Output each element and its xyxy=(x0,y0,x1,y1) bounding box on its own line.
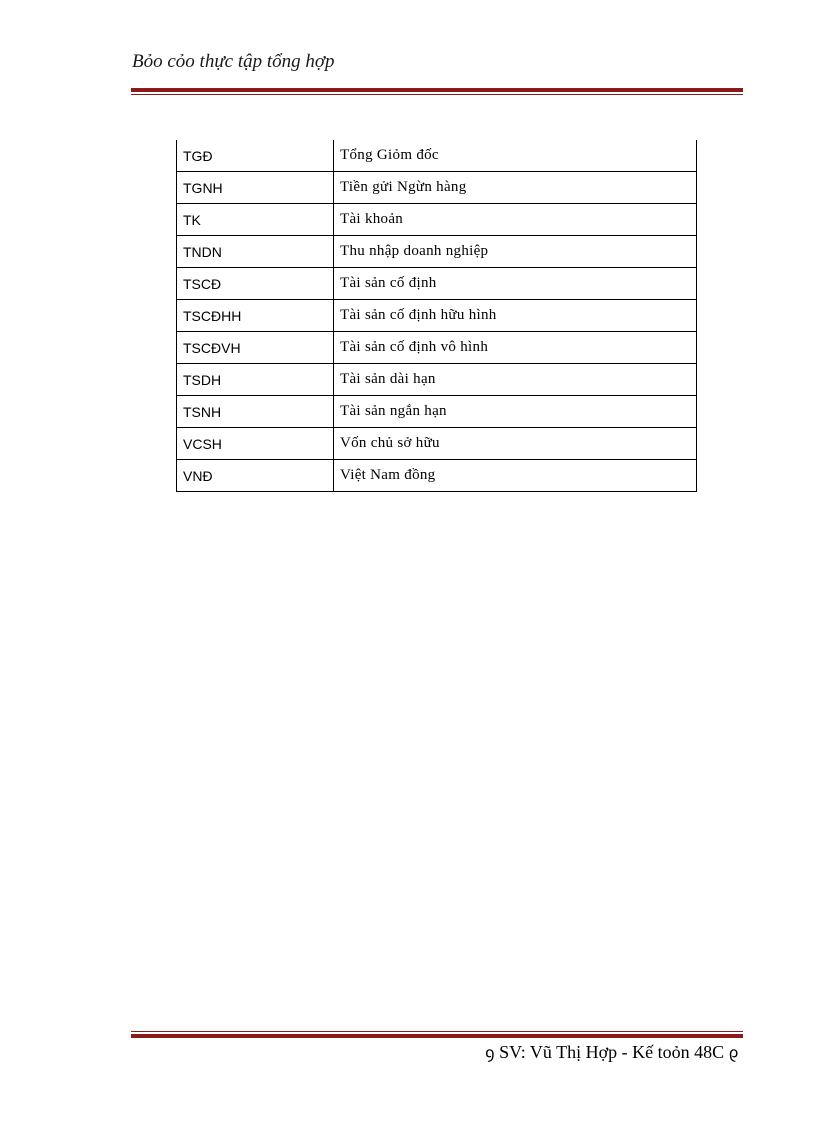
ornament-left-icon: ꝯ xyxy=(485,1045,495,1062)
abbr-description: Tài sản dài hạn xyxy=(334,364,697,396)
abbr-code: TSCĐ xyxy=(177,268,334,300)
table-row xyxy=(177,332,697,364)
footer-divider xyxy=(131,1031,743,1038)
abbreviation-table xyxy=(176,140,697,492)
table-row xyxy=(177,236,697,268)
abbr-description: Thu nhập doanh nghiệp xyxy=(334,236,697,268)
table-row xyxy=(177,460,697,492)
table-row xyxy=(177,428,697,460)
abbr-code: TK xyxy=(177,204,334,236)
table-row xyxy=(177,204,697,236)
abbr-code: TNDN xyxy=(177,236,334,268)
page-footer xyxy=(485,1041,738,1063)
header-divider xyxy=(131,88,743,95)
abbr-code: VNĐ xyxy=(177,460,334,492)
table-row xyxy=(177,172,697,204)
table-row xyxy=(177,268,697,300)
abbr-code: TSCĐVH xyxy=(177,332,334,364)
abbr-description: Tài sản cố định xyxy=(334,268,697,300)
table-row xyxy=(177,300,697,332)
table-row xyxy=(177,364,697,396)
abbr-code: TSCĐHH xyxy=(177,300,334,332)
abbr-code: TSDH xyxy=(177,364,334,396)
abbr-description: Việt Nam đồng xyxy=(334,460,697,492)
abbr-code: TSNH xyxy=(177,396,334,428)
abbr-description: Tiền gửi Ngừn hàng xyxy=(334,172,697,204)
abbr-code: TGĐ xyxy=(177,140,334,172)
abbr-code: TGNH xyxy=(177,172,334,204)
abbr-description: Tài sản ngắn hạn xyxy=(334,396,697,428)
abbr-description: Tài sản cố định hữu hình xyxy=(334,300,697,332)
abbr-description: Vốn chủ sở hữu xyxy=(334,428,697,460)
abbr-description: Tổng Giỏm đốc xyxy=(334,140,697,172)
ornament-right-icon: ꝯ xyxy=(728,1045,738,1062)
footer-text: SV: Vũ Thị Hợp - Kế toỏn 48C xyxy=(499,1042,725,1062)
abbr-code: VCSH xyxy=(177,428,334,460)
abbr-description: Tài sản cố định vô hình xyxy=(334,332,697,364)
table-row xyxy=(177,396,697,428)
table-row xyxy=(177,140,697,172)
abbr-description: Tài khoản xyxy=(334,204,697,236)
page-header-title: Bỏo cỏo thực tập tổng hợp xyxy=(132,51,335,72)
